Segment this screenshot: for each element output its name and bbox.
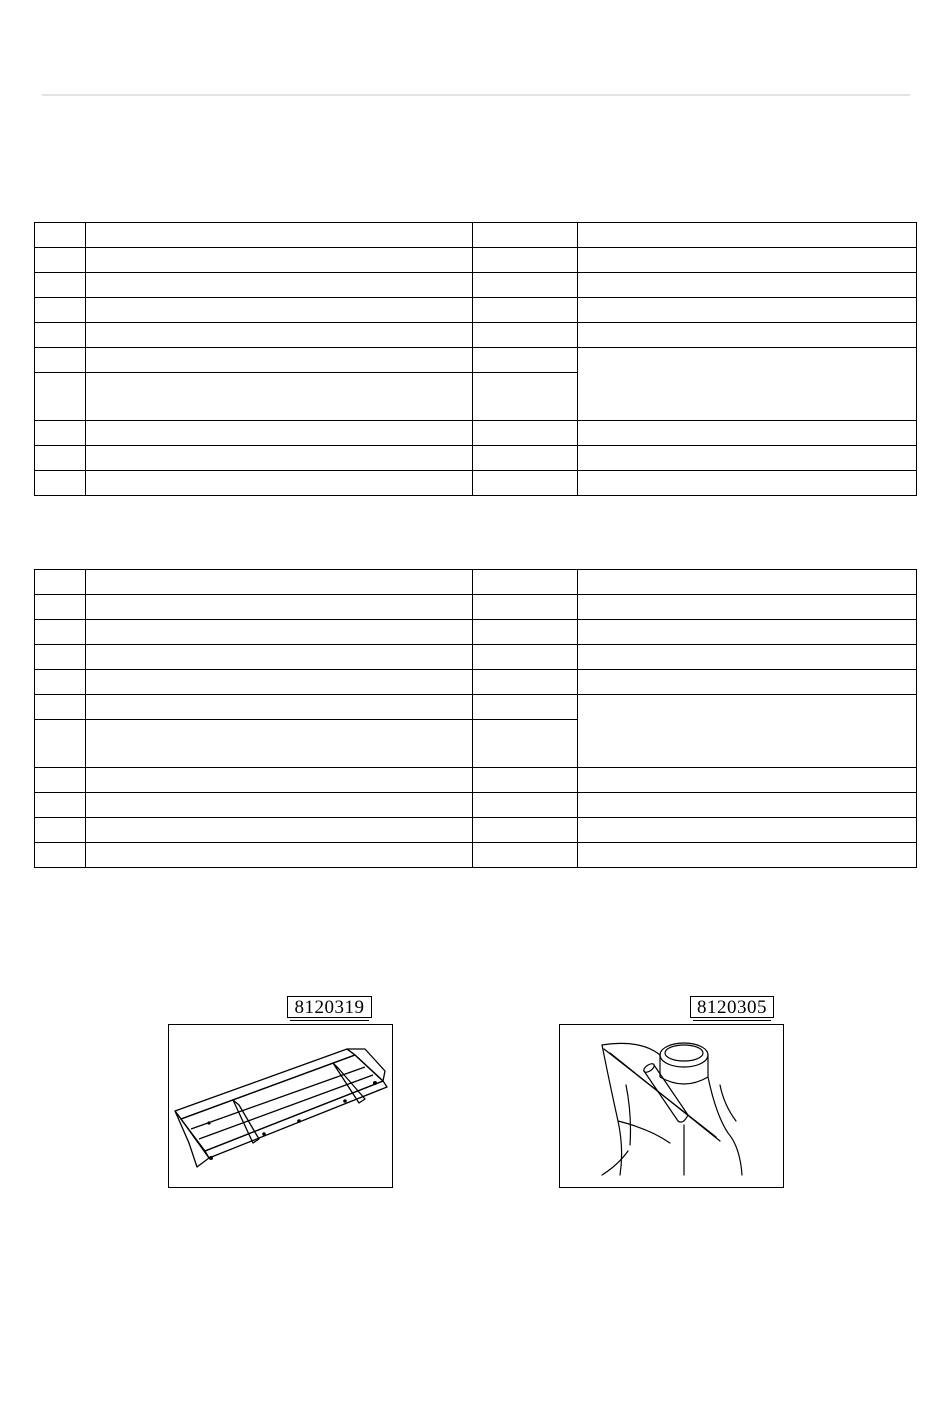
table-row	[35, 323, 917, 348]
parts-table-1	[34, 222, 917, 496]
table-cell	[86, 273, 473, 298]
table-cell	[578, 421, 917, 446]
table-cell	[578, 620, 917, 645]
table-cell	[35, 620, 86, 645]
table-cell	[86, 446, 473, 471]
table-cell	[578, 323, 917, 348]
table-cell	[473, 645, 578, 670]
table-cell	[578, 843, 917, 868]
table-cell	[35, 223, 86, 248]
table-cell	[578, 248, 917, 273]
table-cell-merged	[578, 695, 917, 768]
table-row	[35, 248, 917, 273]
table-row	[35, 223, 917, 248]
table-cell	[86, 348, 473, 373]
table-row	[35, 793, 917, 818]
table-cell	[473, 843, 578, 868]
table-cell	[473, 298, 578, 323]
table-cell	[35, 720, 86, 768]
table-row	[35, 298, 917, 323]
table-row	[35, 620, 917, 645]
table-cell	[35, 323, 86, 348]
table-cell	[35, 645, 86, 670]
table-cell	[86, 421, 473, 446]
table-cell	[578, 446, 917, 471]
table-row	[35, 768, 917, 793]
table-cell	[473, 720, 578, 768]
table-cell	[35, 670, 86, 695]
table-cell	[86, 471, 473, 496]
figure-1-label: 8120319	[287, 996, 372, 1018]
table-cell	[578, 670, 917, 695]
table-cell	[35, 471, 86, 496]
pipe-bracket-icon	[560, 1025, 782, 1186]
table-cell	[473, 818, 578, 843]
table-cell	[86, 570, 473, 595]
table-cell	[473, 421, 578, 446]
table-row	[35, 348, 917, 373]
table-cell	[86, 298, 473, 323]
table-cell	[473, 373, 578, 421]
table-cell	[473, 471, 578, 496]
table-cell	[86, 620, 473, 645]
table-cell	[35, 348, 86, 373]
table-cell	[86, 248, 473, 273]
table-cell	[86, 695, 473, 720]
parts-table-2	[34, 569, 917, 868]
table-row	[35, 670, 917, 695]
table-cell	[473, 570, 578, 595]
table-row	[35, 843, 917, 868]
table-row	[35, 570, 917, 595]
table-cell	[578, 223, 917, 248]
table-cell	[473, 595, 578, 620]
table-cell	[578, 793, 917, 818]
table-cell	[86, 793, 473, 818]
table-cell	[86, 595, 473, 620]
table-row	[35, 471, 917, 496]
table-cell	[473, 620, 578, 645]
table-cell	[473, 793, 578, 818]
table-row	[35, 595, 917, 620]
table-cell	[86, 670, 473, 695]
table-cell	[86, 818, 473, 843]
table-cell	[35, 818, 86, 843]
header-rule	[42, 94, 910, 96]
table-cell	[473, 223, 578, 248]
table-row	[35, 273, 917, 298]
table-cell-merged	[578, 348, 917, 421]
table-cell	[473, 670, 578, 695]
table-cell	[86, 373, 473, 421]
table-row	[35, 421, 917, 446]
table-row	[35, 818, 917, 843]
table-cell	[473, 323, 578, 348]
table-cell	[86, 768, 473, 793]
table-cell	[473, 695, 578, 720]
table-cell	[35, 843, 86, 868]
table-cell	[35, 273, 86, 298]
table-cell	[578, 818, 917, 843]
table-cell	[473, 248, 578, 273]
table-cell	[578, 645, 917, 670]
table-cell	[578, 595, 917, 620]
figure-2-label: 8120305	[690, 996, 774, 1018]
table-cell	[35, 298, 86, 323]
table-cell	[35, 695, 86, 720]
frame-rail-icon	[169, 1025, 391, 1186]
table-cell	[86, 223, 473, 248]
table-cell	[578, 570, 917, 595]
table-cell	[35, 421, 86, 446]
table-cell	[35, 793, 86, 818]
table-cell	[86, 720, 473, 768]
table-cell	[473, 348, 578, 373]
table-cell	[86, 843, 473, 868]
table-cell	[578, 471, 917, 496]
table-cell	[35, 768, 86, 793]
figure-1-frame	[168, 1024, 393, 1188]
table-cell	[578, 298, 917, 323]
table-row	[35, 446, 917, 471]
table-cell	[35, 248, 86, 273]
table-cell	[35, 595, 86, 620]
table-cell	[35, 373, 86, 421]
table-cell	[35, 570, 86, 595]
table-cell	[473, 446, 578, 471]
table-cell	[473, 768, 578, 793]
table-cell	[473, 273, 578, 298]
table-cell	[86, 323, 473, 348]
table-cell	[578, 768, 917, 793]
table-cell	[35, 446, 86, 471]
table-cell	[86, 645, 473, 670]
figure-2-frame	[559, 1024, 784, 1188]
table-row	[35, 645, 917, 670]
table-row	[35, 695, 917, 720]
table-cell	[578, 273, 917, 298]
